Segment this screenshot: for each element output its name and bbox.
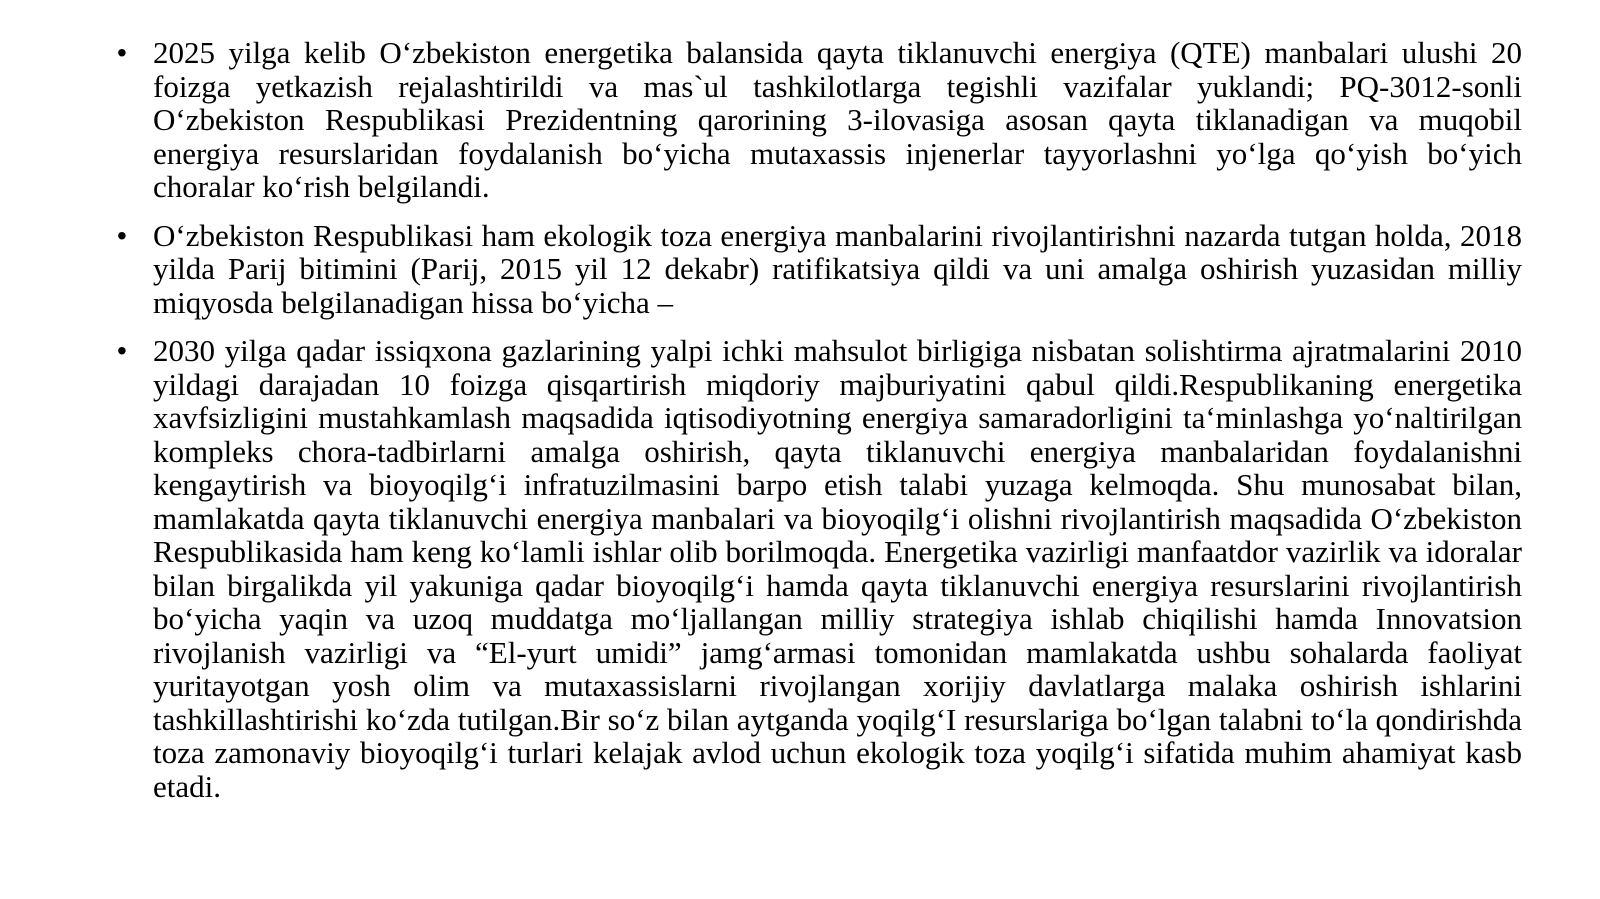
bullet-icon: • bbox=[117, 37, 127, 68]
bullet-icon: • bbox=[117, 219, 127, 251]
bullet-icon: • bbox=[117, 335, 127, 366]
bullet-item-emissions-target bbox=[117, 334, 1522, 803]
bullet-text: 2025 yilga kelib O‘zbekiston energetika balansida qayta tiklanuvchi energiya (QTE) manbalari ulushi 20 foizga yetkazish rejalashtirildi va mas`ul tashkilotlarga tegishli vazifalar yuklandi; PQ-3012-sonli O‘zbekiston Respublikasi Prezidentning qarorining 3-ilovasiga asosan qayta tiklanadigan va muqobil energiya resurslaridan foydalanish bo‘yicha mutaxassis injenerlar tayyorlashni yo‘lga qo‘yish bo‘yich choralar ko‘rish belgilandi. bbox=[153, 35, 1522, 204]
bullet-text: O‘zbekiston Respublikasi ham ekologik toza energiya manbalarini rivojlantirishni nazarda tutgan holda, 2018 yilda Parij bitimini (Parij, 2015 yil 12 dekabr) ratifikatsiya qildi va uni amalga oshirish yuzasidan milliy miqyosda belgilanadigan hissa bo‘yicha – bbox=[153, 217, 1522, 320]
bullet-item-paris-agreement bbox=[117, 219, 1522, 320]
bullet-list bbox=[117, 36, 1522, 818]
bullet-item-qte-share bbox=[117, 36, 1522, 204]
bullet-text: 2030 yilga qadar issiqxona gazlarining yalpi ichki mahsulot birligiga nisbatan solishtirma ajratmalarini 2010 yildagi darajadan 10 foizga qisqartirish miqdoriy majburiyatini qabul qildi.Respublikaning energetika xavfsizligini mustahkamlash maqsadida iqtisodiyotning energiya samaradorligini ta‘minlashga yo‘naltirilgan kompleks chora-tadbirlarni amalga oshirish, qayta tiklanuvchi energiya manbalaridan foydalanishni kengaytirish va bioyoqilg‘i infratuzilmasini barpo etish talabi yuzaga kelmoqda. Shu munosabat bilan, mamlakatda qayta tiklanuvchi energiya manbalari va bioyoqilg‘i olishni rivojlantirish maqsadida O‘zbekiston Respublikasida ham keng ko‘lamli ishlar olib borilmoqda. Energetika vazirligi manfaatdor vazirlik va idoralar bilan birgalikda yil yakuniga qadar bioyoqilg‘i hamda qayta tiklanuvchi energiya resurslarini rivojlantirish bo‘yicha yaqin va uzoq muddatga mo‘ljallangan milliy strategiya ishlab chiqilishi hamda Innovatsion rivojlanish vazirligi va “El-yurt umidi” jamg‘armasi tomonidan mamlakatda ushbu sohalarda faoliyat yuritayotgan yosh olim va mutaxassislarni rivojlangan xorijiy davlatlarga malaka oshirish ishlarini tashkillashtirishi ko‘zda tutilgan.Bir so‘z bilan aytganda yoqilg‘I resurslariga bo‘lgan talabni to‘la qondirishda toza zamonaviy bioyoqilg‘i turlari kelajak avlod uchun ekologik toza yoqilg‘i sifatida muhim ahamiyat kasb etadi. bbox=[153, 333, 1522, 804]
